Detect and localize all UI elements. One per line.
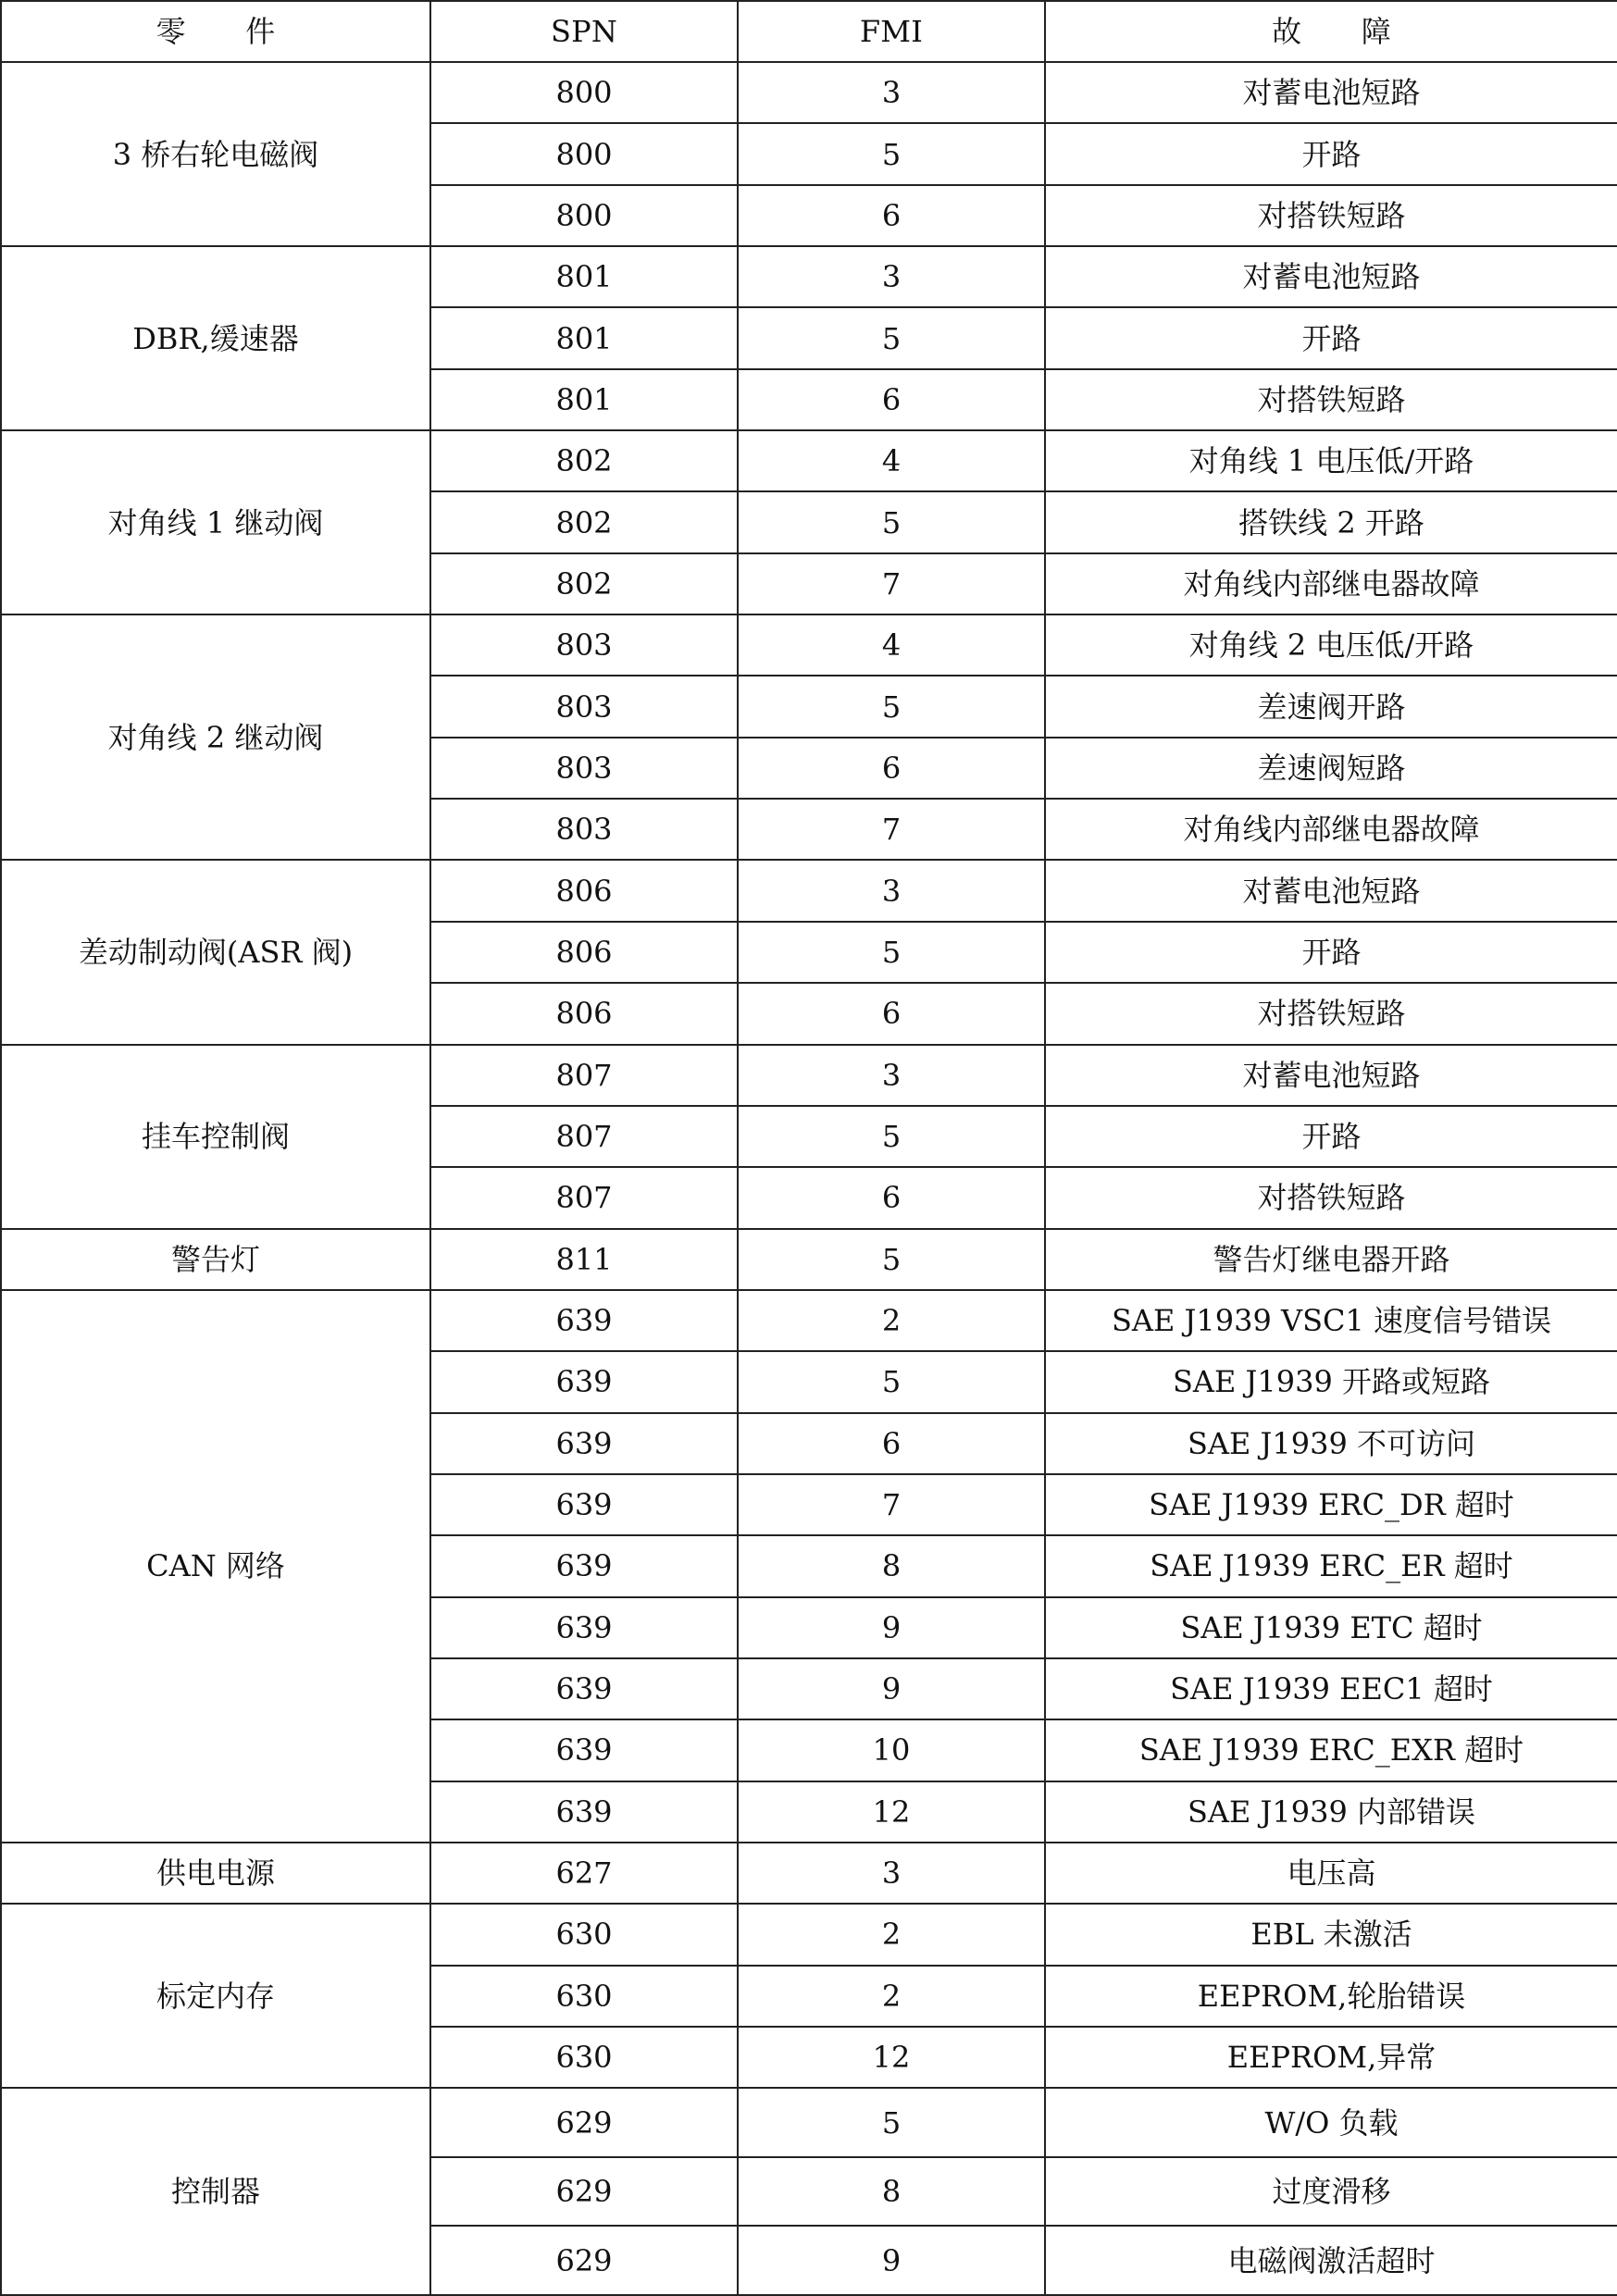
- spn-cell: 801: [430, 307, 738, 368]
- spn-cell: 807: [430, 1106, 738, 1167]
- fault-cell: SAE J1939 VSC1 速度信号错误: [1045, 1290, 1617, 1351]
- fmi-cell: 2: [738, 1904, 1045, 1965]
- fault-cell: 开路: [1045, 1106, 1617, 1167]
- table-row: [1, 430, 1617, 491]
- fmi-cell: 3: [738, 1843, 1045, 1904]
- fault-cell: 对角线内部继电器故障: [1045, 553, 1617, 614]
- table-row: [1, 860, 1617, 921]
- fmi-cell: 7: [738, 1474, 1045, 1535]
- spn-cell: 806: [430, 983, 738, 1044]
- fmi-cell: 6: [738, 185, 1045, 246]
- spn-cell: 807: [430, 1167, 738, 1228]
- spn-cell: 629: [430, 2226, 738, 2295]
- fault-cell: SAE J1939 ERC_EXR 超时: [1045, 1719, 1617, 1781]
- part-name-cell: 警告灯: [1, 1229, 430, 1290]
- fmi-cell: 6: [738, 369, 1045, 430]
- spn-cell: 802: [430, 430, 738, 491]
- fault-cell: 差速阀短路: [1045, 738, 1617, 799]
- spn-cell: 639: [430, 1474, 738, 1535]
- fmi-cell: 6: [738, 1167, 1045, 1228]
- header-fault: 故 障: [1045, 1, 1617, 62]
- fault-cell: SAE J1939 不可访问: [1045, 1413, 1617, 1474]
- table-row: [1, 1904, 1617, 1965]
- table-body: [1, 62, 1617, 2295]
- spn-cell: 803: [430, 614, 738, 676]
- table-row: [1, 1290, 1617, 1351]
- fmi-cell: 5: [738, 2088, 1045, 2156]
- part-name-cell: 供电电源: [1, 1843, 430, 1904]
- fmi-cell: 7: [738, 799, 1045, 860]
- fault-cell: EEPROM,轮胎错误: [1045, 1966, 1617, 2027]
- part-name-cell: DBR,缓速器: [1, 246, 430, 430]
- fmi-cell: 4: [738, 614, 1045, 676]
- spn-cell: 802: [430, 553, 738, 614]
- fmi-cell: 5: [738, 676, 1045, 737]
- fault-cell: SAE J1939 开路或短路: [1045, 1351, 1617, 1412]
- spn-cell: 801: [430, 369, 738, 430]
- fault-cell: W/O 负载: [1045, 2088, 1617, 2156]
- fault-cell: 对搭铁短路: [1045, 1167, 1617, 1228]
- spn-cell: 807: [430, 1045, 738, 1106]
- fault-cell: SAE J1939 内部错误: [1045, 1781, 1617, 1843]
- fault-cell: 对搭铁短路: [1045, 369, 1617, 430]
- fmi-cell: 6: [738, 1413, 1045, 1474]
- fault-cell: 警告灯继电器开路: [1045, 1229, 1617, 1290]
- fault-cell: 开路: [1045, 307, 1617, 368]
- fault-cell: SAE J1939 ERC_ER 超时: [1045, 1535, 1617, 1596]
- fmi-cell: 9: [738, 1597, 1045, 1658]
- spn-cell: 803: [430, 676, 738, 737]
- table-row: [1, 1229, 1617, 1290]
- fmi-cell: 5: [738, 491, 1045, 552]
- fault-cell: SAE J1939 EEC1 超时: [1045, 1658, 1617, 1719]
- fault-cell: 对角线内部继电器故障: [1045, 799, 1617, 860]
- spn-cell: 800: [430, 62, 738, 123]
- table-row: [1, 2088, 1617, 2156]
- fault-cell: 电压高: [1045, 1843, 1617, 1904]
- spn-cell: 627: [430, 1843, 738, 1904]
- part-name-cell: 控制器: [1, 2088, 430, 2295]
- fmi-cell: 6: [738, 983, 1045, 1044]
- spn-cell: 800: [430, 185, 738, 246]
- table-row: [1, 614, 1617, 676]
- part-name-cell: 对角线 2 继动阀: [1, 614, 430, 860]
- spn-cell: 639: [430, 1597, 738, 1658]
- fmi-cell: 5: [738, 922, 1045, 983]
- fmi-cell: 10: [738, 1719, 1045, 1781]
- header-row: [1, 1, 1617, 62]
- fmi-cell: 7: [738, 553, 1045, 614]
- fault-cell: 对角线 1 电压低/开路: [1045, 430, 1617, 491]
- spn-cell: 630: [430, 1966, 738, 2027]
- fmi-cell: 6: [738, 738, 1045, 799]
- spn-cell: 629: [430, 2088, 738, 2156]
- spn-cell: 803: [430, 738, 738, 799]
- fault-cell: 搭铁线 2 开路: [1045, 491, 1617, 552]
- fault-cell: 对蓄电池短路: [1045, 1045, 1617, 1106]
- spn-cell: 806: [430, 860, 738, 921]
- spn-cell: 639: [430, 1535, 738, 1596]
- fault-cell: 对蓄电池短路: [1045, 860, 1617, 921]
- fault-cell: 开路: [1045, 123, 1617, 184]
- header-part: 零 件: [1, 1, 430, 62]
- fmi-cell: 3: [738, 860, 1045, 921]
- fault-cell: 对搭铁短路: [1045, 185, 1617, 246]
- fmi-cell: 9: [738, 1658, 1045, 1719]
- part-name-cell: 对角线 1 继动阀: [1, 430, 430, 614]
- spn-cell: 639: [430, 1351, 738, 1412]
- part-name-cell: 3 桥右轮电磁阀: [1, 62, 430, 246]
- fmi-cell: 9: [738, 2226, 1045, 2295]
- spn-cell: 639: [430, 1781, 738, 1843]
- fault-cell: SAE J1939 ETC 超时: [1045, 1597, 1617, 1658]
- fault-cell: 对蓄电池短路: [1045, 246, 1617, 307]
- part-name-cell: 标定内存: [1, 1904, 430, 2088]
- spn-cell: 802: [430, 491, 738, 552]
- spn-cell: 630: [430, 1904, 738, 1965]
- fmi-cell: 12: [738, 1781, 1045, 1843]
- fmi-cell: 2: [738, 1966, 1045, 2027]
- header-spn: SPN: [430, 1, 738, 62]
- fmi-cell: 3: [738, 246, 1045, 307]
- fault-cell: EBL 未激活: [1045, 1904, 1617, 1965]
- part-name-cell: CAN 网络: [1, 1290, 430, 1843]
- fault-cell: 对角线 2 电压低/开路: [1045, 614, 1617, 676]
- fault-cell: 对蓄电池短路: [1045, 62, 1617, 123]
- part-name-cell: 差动制动阀(ASR 阀): [1, 860, 430, 1044]
- table-row: [1, 246, 1617, 307]
- fmi-cell: 3: [738, 62, 1045, 123]
- fmi-cell: 5: [738, 123, 1045, 184]
- fmi-cell: 12: [738, 2027, 1045, 2088]
- fault-cell: 差速阀开路: [1045, 676, 1617, 737]
- table-row: [1, 1045, 1617, 1106]
- fmi-cell: 5: [738, 1106, 1045, 1167]
- header-fmi: FMI: [738, 1, 1045, 62]
- fmi-cell: 8: [738, 2157, 1045, 2226]
- spn-cell: 801: [430, 246, 738, 307]
- fault-cell: SAE J1939 ERC_DR 超时: [1045, 1474, 1617, 1535]
- spn-cell: 629: [430, 2157, 738, 2226]
- fmi-cell: 5: [738, 307, 1045, 368]
- part-name-cell: 挂车控制阀: [1, 1045, 430, 1229]
- fault-cell: 开路: [1045, 922, 1617, 983]
- table-row: [1, 62, 1617, 123]
- fmi-cell: 8: [738, 1535, 1045, 1596]
- fault-cell: 电磁阀激活超时: [1045, 2226, 1617, 2295]
- fmi-cell: 3: [738, 1045, 1045, 1106]
- fault-cell: 过度滑移: [1045, 2157, 1617, 2226]
- fmi-cell: 2: [738, 1290, 1045, 1351]
- spn-cell: 803: [430, 799, 738, 860]
- fmi-cell: 5: [738, 1351, 1045, 1412]
- fmi-cell: 4: [738, 430, 1045, 491]
- fmi-cell: 5: [738, 1229, 1045, 1290]
- spn-cell: 800: [430, 123, 738, 184]
- fault-cell: 对搭铁短路: [1045, 983, 1617, 1044]
- spn-cell: 639: [430, 1290, 738, 1351]
- spn-cell: 639: [430, 1413, 738, 1474]
- spn-cell: 806: [430, 922, 738, 983]
- spn-cell: 630: [430, 2027, 738, 2088]
- table-row: [1, 1843, 1617, 1904]
- spn-cell: 639: [430, 1658, 738, 1719]
- spn-cell: 639: [430, 1719, 738, 1781]
- fault-cell: EEPROM,异常: [1045, 2027, 1617, 2088]
- spn-cell: 811: [430, 1229, 738, 1290]
